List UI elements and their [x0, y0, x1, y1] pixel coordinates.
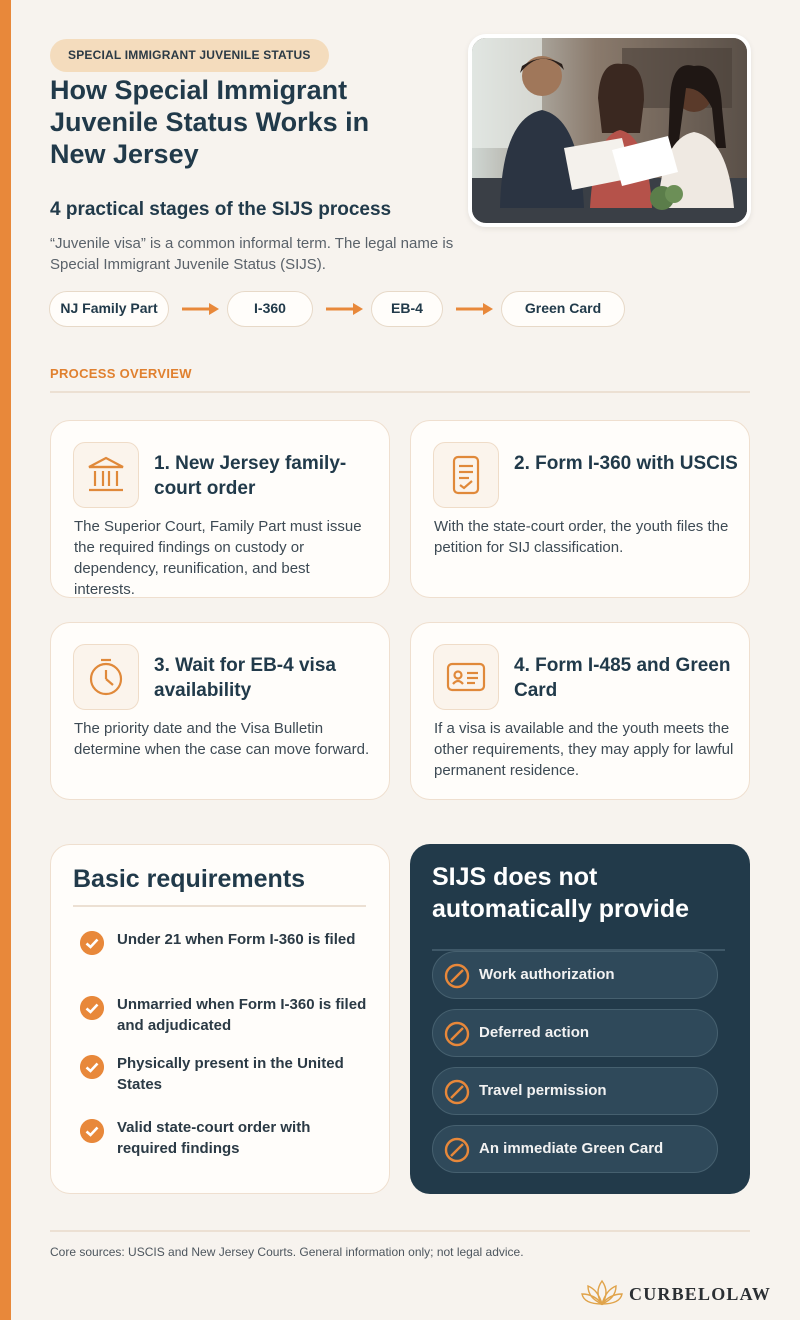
flow-step-eb4: EB-4 — [371, 291, 443, 327]
flow-step-i360: I-360 — [227, 291, 313, 327]
timer-icon — [73, 644, 139, 710]
stage-description: The priority date and the Visa Bulletin determine when the case can move forward. — [74, 720, 370, 758]
not-provided-item — [432, 1125, 718, 1173]
not-provided-text: An immediate Green Card — [479, 1140, 664, 1157]
requirement-text: Physically present in the United States — [117, 1055, 344, 1093]
stage-description: With the state-court order, the youth files the petition for SIJ classification. — [434, 518, 729, 556]
stage-title: 3. Wait for EB-4 visa availability — [154, 655, 336, 701]
brand-name: CURBELOLAW — [629, 1284, 772, 1304]
check-icon — [80, 1119, 104, 1143]
check-icon — [80, 1055, 104, 1079]
not-provided-item — [432, 1067, 718, 1115]
stage-title: 4. Form I-485 and Green Card — [514, 655, 731, 701]
stage-title: 2. Form I-360 with USCIS — [514, 453, 738, 474]
flow-step-nj-family-part: NJ Family Part — [49, 291, 169, 327]
stage-card-1 — [50, 420, 390, 598]
flow-step-green-card: Green Card — [501, 291, 625, 327]
brand-logo — [580, 1278, 772, 1308]
check-icon — [80, 996, 104, 1020]
section-label-process-overview: PROCESS OVERVIEW — [50, 366, 192, 381]
left-accent-bar — [0, 0, 11, 1320]
not-provided-item — [432, 1009, 718, 1057]
prohibited-icon — [444, 963, 470, 989]
flow-arrow-icon — [181, 301, 221, 317]
requirements-divider — [73, 905, 366, 907]
stage-description: If a visa is available and the youth meets the other requirements, they may apply for lawful permanent residence. — [434, 720, 734, 779]
courthouse-icon — [73, 442, 139, 508]
not-provided-item — [432, 951, 718, 999]
page-title: How Special Immigrant Juvenile Status Works in New Jersey — [50, 75, 370, 169]
not-provided-text: Deferred action — [479, 1024, 590, 1041]
requirement-text: Unmarried when Form I-360 is filed and adjudicated — [117, 996, 367, 1034]
prohibited-icon — [444, 1137, 470, 1163]
footer-divider — [50, 1230, 750, 1232]
stage-card-2 — [410, 420, 750, 598]
id-card-icon — [433, 644, 499, 710]
hero-photo — [468, 34, 751, 227]
footer-disclaimer: Core sources: USCIS and New Jersey Courts. General information only; not legal advice. — [50, 1245, 524, 1259]
prohibited-icon — [444, 1079, 470, 1105]
lotus-icon — [580, 1278, 624, 1308]
prohibited-icon — [444, 1021, 470, 1047]
requirement-text: Under 21 when Form I-360 is filed — [117, 931, 356, 948]
stage-description: The Superior Court, Family Part must issue the required findings on custody or dependency, reunification, and best interests. — [74, 518, 362, 598]
page-subtitle: 4 practical stages of the SIJS process — [50, 199, 392, 220]
requirements-card — [50, 844, 390, 1194]
requirements-title: Basic requirements — [73, 865, 306, 893]
section-divider — [50, 391, 750, 393]
not-provided-card — [410, 844, 750, 1194]
document-check-icon — [433, 442, 499, 508]
not-provided-text: Travel permission — [479, 1082, 607, 1099]
stage-card-3 — [50, 622, 390, 800]
not-provided-title: SIJS does not automatically provide — [432, 863, 690, 923]
stage-card-4 — [410, 622, 750, 800]
requirement-text: Valid state-court order with required findings — [117, 1119, 311, 1157]
flow-arrow-icon — [455, 301, 495, 317]
flow-arrow-icon — [325, 301, 365, 317]
stage-title: 1. New Jersey family-court order — [154, 453, 347, 499]
category-tag: SPECIAL IMMIGRANT JUVENILE STATUS — [50, 39, 329, 72]
not-provided-text: Work authorization — [479, 966, 615, 983]
terminology-note: “Juvenile visa” is a common informal term. The legal name is Special Immigrant Juvenile Status (SIJS). — [50, 235, 454, 273]
check-icon — [80, 931, 104, 955]
